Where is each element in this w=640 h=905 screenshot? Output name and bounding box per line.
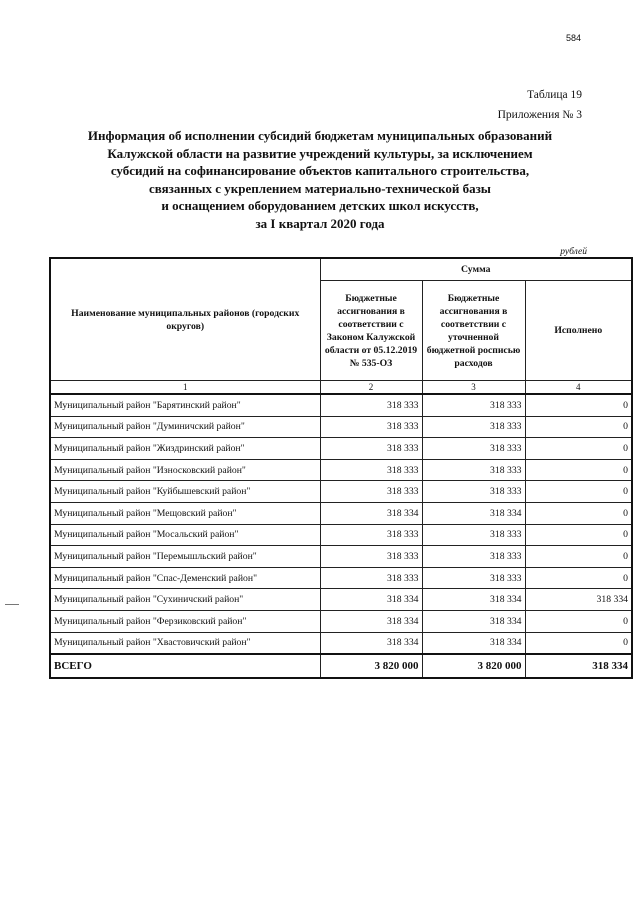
header-name-column: Наименование муниципальных районов (городских округов) bbox=[50, 258, 320, 381]
table-row bbox=[50, 524, 632, 546]
district-name: Муниципальный район "Думиничский район" bbox=[50, 416, 320, 438]
district-name: Муниципальный район "Хвастовичский район" bbox=[50, 632, 320, 654]
appendix-label: Приложения № 3 bbox=[497, 109, 582, 121]
table-header-row bbox=[50, 258, 632, 281]
refined-amount: 318 333 bbox=[422, 459, 525, 481]
district-name: Муниципальный район "Спас-Деменский район" bbox=[50, 567, 320, 589]
refined-amount: 318 333 bbox=[422, 438, 525, 460]
law-amount: 318 333 bbox=[320, 481, 422, 503]
district-name: Муниципальный район "Барятинский район" bbox=[50, 394, 320, 416]
refined-amount: 318 334 bbox=[422, 589, 525, 611]
total-executed-amount: 318 334 bbox=[525, 654, 632, 678]
refined-amount: 318 334 bbox=[422, 502, 525, 524]
district-name: Муниципальный район "Износковский район" bbox=[50, 459, 320, 481]
district-name: Муниципальный район "Ферзиковский район" bbox=[50, 610, 320, 632]
table-row bbox=[50, 632, 632, 654]
executed-amount: 0 bbox=[525, 524, 632, 546]
law-amount: 318 333 bbox=[320, 394, 422, 416]
document-title bbox=[60, 127, 580, 233]
executed-amount: 0 bbox=[525, 567, 632, 589]
table-row bbox=[50, 438, 632, 460]
title-line: и оснащением оборудованием детских школ искусств, bbox=[161, 198, 479, 214]
law-amount: 318 334 bbox=[320, 632, 422, 654]
district-name: Муниципальный район "Жиздринский район" bbox=[50, 438, 320, 460]
table-row bbox=[50, 502, 632, 524]
executed-amount: 0 bbox=[525, 502, 632, 524]
law-amount: 318 333 bbox=[320, 567, 422, 589]
table-row bbox=[50, 394, 632, 416]
law-amount: 318 334 bbox=[320, 502, 422, 524]
executed-amount: 0 bbox=[525, 459, 632, 481]
law-amount: 318 334 bbox=[320, 589, 422, 611]
table-row bbox=[50, 589, 632, 611]
executed-amount: 0 bbox=[525, 394, 632, 416]
executed-amount: 0 bbox=[525, 610, 632, 632]
column-number: 4 bbox=[525, 381, 632, 395]
table-label: Таблица 19 bbox=[527, 89, 582, 101]
executed-amount: 0 bbox=[525, 481, 632, 503]
executed-amount: 0 bbox=[525, 546, 632, 568]
table-row bbox=[50, 416, 632, 438]
law-amount: 318 333 bbox=[320, 459, 422, 481]
district-name: Муниципальный район "Перемышльский район" bbox=[50, 546, 320, 568]
header-refined-column: Бюджетные ассигнования в соответствии с уточненной бюджетной росписью расходов bbox=[422, 281, 525, 381]
column-number: 2 bbox=[320, 381, 422, 395]
district-name: Муниципальный район "Куйбышевский район" bbox=[50, 481, 320, 503]
executed-amount: 0 bbox=[525, 416, 632, 438]
refined-amount: 318 333 bbox=[422, 481, 525, 503]
law-amount: 318 333 bbox=[320, 546, 422, 568]
title-line: за I квартал 2020 года bbox=[255, 215, 385, 231]
total-law-amount: 3 820 000 bbox=[320, 654, 422, 678]
page-number: 584 bbox=[566, 33, 582, 43]
executed-amount: 318 334 bbox=[525, 589, 632, 611]
title-line: субсидий на софинансирование объектов капитального строительства, bbox=[110, 163, 530, 179]
executed-amount: 0 bbox=[525, 632, 632, 654]
column-number: 3 bbox=[422, 381, 525, 395]
table-row bbox=[50, 567, 632, 589]
header-law-column: Бюджетные ассигнования в соответствии с Законом Калужской области от 05.12.2019 № 535-ОЗ bbox=[320, 281, 422, 381]
table-row bbox=[50, 481, 632, 503]
title-line: связанных с укреплением материально-технической базы bbox=[149, 180, 491, 196]
table-row bbox=[50, 546, 632, 568]
units-label: рублей bbox=[560, 247, 587, 257]
refined-amount: 318 334 bbox=[422, 632, 525, 654]
district-name: Муниципальный район "Мещовский район" bbox=[50, 502, 320, 524]
refined-amount: 318 334 bbox=[422, 610, 525, 632]
refined-amount: 318 333 bbox=[422, 546, 525, 568]
total-label: ВСЕГО bbox=[50, 654, 320, 678]
table-row bbox=[50, 459, 632, 481]
law-amount: 318 333 bbox=[320, 524, 422, 546]
scan-mark bbox=[5, 604, 19, 605]
total-refined-amount: 3 820 000 bbox=[422, 654, 525, 678]
title-line: Информация об исполнении субсидий бюджетам муниципальных образований bbox=[87, 128, 553, 143]
refined-amount: 318 333 bbox=[422, 524, 525, 546]
district-name: Муниципальный район "Мосальский район" bbox=[50, 524, 320, 546]
law-amount: 318 333 bbox=[320, 438, 422, 460]
total-row bbox=[50, 654, 632, 678]
table-row bbox=[50, 610, 632, 632]
refined-amount: 318 333 bbox=[422, 394, 525, 416]
law-amount: 318 333 bbox=[320, 416, 422, 438]
column-number: 1 bbox=[50, 381, 320, 395]
subsidy-table bbox=[49, 257, 633, 679]
refined-amount: 318 333 bbox=[422, 567, 525, 589]
law-amount: 318 334 bbox=[320, 610, 422, 632]
header-executed-column: Исполнено bbox=[525, 281, 632, 381]
refined-amount: 318 333 bbox=[422, 416, 525, 438]
header-sum: Сумма bbox=[320, 258, 632, 281]
executed-amount: 0 bbox=[525, 438, 632, 460]
district-name: Муниципальный район "Сухиничский район" bbox=[50, 589, 320, 611]
title-line: Калужской области на развитие учреждений культуры, за исключением bbox=[107, 145, 533, 161]
column-numbers-row bbox=[50, 381, 632, 395]
